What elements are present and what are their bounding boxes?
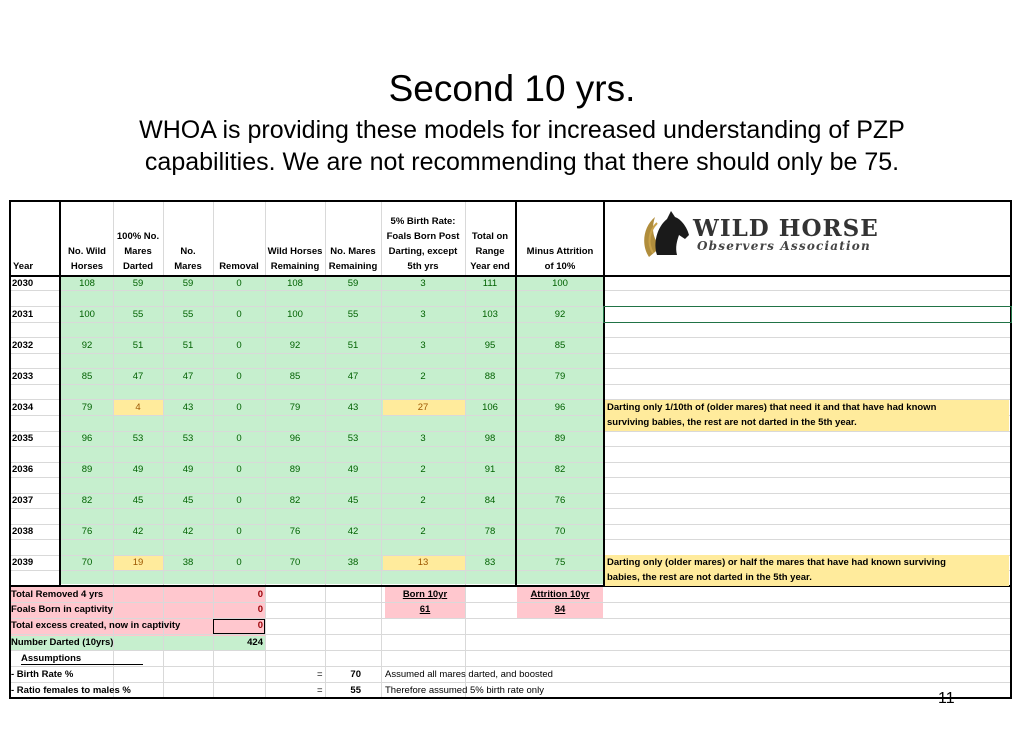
birth-rate-value: 70: [350, 669, 361, 680]
cell-wild-horses: 89: [81, 464, 93, 475]
summary-excess-value: 0: [257, 620, 263, 631]
cell-wild-horses: 100: [79, 309, 95, 320]
cell-mares-darted: 42: [132, 526, 144, 537]
cell-total-on-range: 111: [482, 278, 498, 289]
cell-wild-horses-remaining: 89: [289, 464, 301, 475]
note-2039-line2: babies, the rest are not darted in the 5th year.: [607, 572, 812, 583]
cell-mares: 51: [182, 340, 194, 351]
cell-mares-remaining: 55: [347, 309, 359, 320]
cell-wild-horses-remaining: 100: [287, 309, 303, 320]
header-year: Year: [13, 261, 34, 272]
cell-wild-horses-remaining: 85: [289, 371, 301, 382]
assumptions-heading: Assumptions: [21, 653, 143, 665]
summary-attrition-value: 84: [554, 604, 566, 615]
cell-mares-remaining: 45: [347, 495, 359, 506]
subtitle-line-2: capabilities. We are not recommending that there should only be 75.: [144, 148, 900, 176]
cell-foals-born: 2: [420, 464, 426, 475]
cell-year: 2032: [12, 340, 34, 351]
cell-year: 2035: [12, 433, 34, 444]
cell-mares-remaining: 47: [347, 371, 359, 382]
ratio-value: 55: [350, 685, 361, 696]
cell-removal: 0: [236, 371, 242, 382]
cell-wild-horses-remaining: 76: [289, 526, 301, 537]
summary-born-value: 61: [419, 604, 431, 615]
header-total-on-range: Total on Range Year end: [470, 231, 510, 272]
note-2039: [605, 555, 1009, 586]
cell-year: 2031: [12, 309, 34, 320]
cell-wild-horses: 79: [81, 402, 93, 413]
border-header: [9, 275, 1012, 277]
logo-name-small: Observers Association: [697, 239, 871, 253]
summary-darted-value: 424: [247, 637, 263, 648]
header-removal: Removal: [219, 261, 259, 272]
cell-mares-darted: 45: [132, 495, 144, 506]
note-2039-line1: Darting only (older mares) or half the mares that have had known surviving: [607, 557, 946, 568]
cell-minus-attrition: 76: [554, 495, 566, 506]
header-mares: No. Mares: [174, 246, 202, 272]
birth-rate-equals: =: [317, 669, 323, 680]
cell-mares: 43: [182, 402, 194, 413]
border-right: [1010, 200, 1012, 699]
header-minus-attrition: Minus Attrition of 10%: [526, 246, 594, 272]
cell-total-on-range: 91: [484, 464, 496, 475]
summary-excess-label: Total excess created, now in captivity: [11, 620, 181, 631]
cell-wild-horses-remaining: 82: [289, 495, 301, 506]
cell-year: 2039: [12, 557, 34, 568]
slide-subtitle: [60, 114, 984, 178]
cell-total-on-range: 78: [484, 526, 496, 537]
subtitle-line-1: WHOA is providing these models for increased understanding of PZP: [139, 116, 905, 144]
cell-mares: 53: [182, 433, 194, 444]
cell-mares-remaining: 51: [347, 340, 359, 351]
cell-minus-attrition: 92: [554, 309, 566, 320]
cell-mares-remaining: 42: [347, 526, 359, 537]
cell-wild-horses-remaining: 70: [289, 557, 301, 568]
cell-removal: 0: [236, 402, 242, 413]
cell-wild-horses: 85: [81, 371, 93, 382]
logo-name-big: WILD HORSE: [693, 215, 879, 242]
cell-year: 2034: [12, 402, 34, 413]
cell-wild-horses-remaining: 96: [289, 433, 301, 444]
summary-darted-label: Number Darted (10yrs): [11, 637, 114, 648]
cell-foals-born: 3: [420, 278, 426, 289]
cell-wild-horses-remaining: 92: [289, 340, 301, 351]
cell-removal: 0: [236, 309, 242, 320]
cell-mares: 55: [182, 309, 194, 320]
summary-attrition-label: Attrition 10yr: [530, 589, 590, 600]
cell-total-on-range: 98: [484, 433, 496, 444]
cell-removal: 0: [236, 433, 242, 444]
horse-head-icon: [635, 205, 693, 263]
slide-number: 11: [938, 690, 955, 707]
cell-minus-attrition: 75: [554, 557, 566, 568]
summary-total-removed-label: Total Removed 4 yrs: [11, 589, 104, 600]
cell-foals-born: 2: [420, 371, 426, 382]
spreadsheet: [9, 200, 1012, 700]
birth-rate-note: Assumed all mares darted, and boosted: [385, 669, 553, 680]
cell-mares-remaining: 53: [347, 433, 359, 444]
cell-wild-horses: 70: [81, 557, 93, 568]
cell-mares: 42: [182, 526, 194, 537]
header-foals-born: 5% Birth Rate: Foals Born Post Darting, except 5th yrs: [386, 216, 460, 272]
cell-foals-born: 2: [420, 495, 426, 506]
cell-mares-darted: 19: [132, 557, 144, 568]
summary-born-label: Born 10yr: [402, 589, 448, 600]
cell-minus-attrition: 85: [554, 340, 566, 351]
cell-wild-horses-remaining: 108: [287, 278, 303, 289]
cell-year: 2036: [12, 464, 34, 475]
cell-total-on-range: 88: [484, 371, 496, 382]
cell-minus-attrition: 89: [554, 433, 566, 444]
cell-mares-darted: 47: [132, 371, 144, 382]
cell-total-on-range: 106: [482, 402, 498, 413]
cell-minus-attrition: 70: [554, 526, 566, 537]
cell-total-on-range: 103: [482, 309, 498, 320]
cell-year: 2037: [12, 495, 34, 506]
whoa-logo: [635, 205, 885, 263]
summary-foals-captivity-label: Foals Born in captivity: [11, 604, 113, 615]
border-attrition: [603, 200, 605, 587]
cell-mares: 49: [182, 464, 194, 475]
header-mares-darted: 100% No. Mares Darted: [116, 231, 160, 272]
cell-mares-darted: 49: [132, 464, 144, 475]
selected-cell[interactable]: [603, 306, 1012, 323]
header-mares-remaining: No. Mares Remaining: [328, 246, 378, 272]
ratio-note: Therefore assumed 5% birth rate only: [385, 685, 544, 696]
summary-foals-captivity-value: 0: [257, 604, 263, 615]
cell-minus-attrition: 96: [554, 402, 566, 413]
cell-year: 2033: [12, 371, 34, 382]
cell-total-on-range: 84: [484, 495, 496, 506]
cell-mares-darted: 51: [132, 340, 144, 351]
cell-foals-born: 27: [417, 402, 429, 413]
summary-total-removed-value: 0: [257, 589, 263, 600]
cell-mares-darted: 4: [135, 402, 141, 413]
cell-foals-born: 2: [420, 526, 426, 537]
cell-year: 2030: [12, 278, 34, 289]
cell-foals-born: 3: [420, 433, 426, 444]
header-wild-horses-remaining: Wild Horses Remaining: [267, 246, 323, 272]
note-2034-line1: Darting only 1/10th of (older mares) that need it and that have had known: [607, 402, 937, 413]
cell-wild-horses: 92: [81, 340, 93, 351]
ratio-label: - Ratio females to males %: [11, 685, 131, 696]
cell-mares-darted: 53: [132, 433, 144, 444]
cell-removal: 0: [236, 526, 242, 537]
cell-removal: 0: [236, 557, 242, 568]
slide-title: Second 10 yrs.: [388, 68, 636, 109]
cell-mares-remaining: 43: [347, 402, 359, 413]
cell-minus-attrition: 100: [552, 278, 568, 289]
cell-mares-remaining: 38: [347, 557, 359, 568]
cell-removal: 0: [236, 464, 242, 475]
cell-minus-attrition: 82: [554, 464, 566, 475]
ratio-equals: =: [317, 685, 323, 696]
cell-year: 2038: [12, 526, 34, 537]
cell-mares-remaining: 49: [347, 464, 359, 475]
cell-total-on-range: 95: [484, 340, 496, 351]
cell-removal: 0: [236, 340, 242, 351]
cell-mares-darted: 59: [132, 278, 144, 289]
cell-wild-horses: 76: [81, 526, 93, 537]
cell-mares-remaining: 59: [347, 278, 359, 289]
cell-removal: 0: [236, 495, 242, 506]
cell-minus-attrition: 79: [554, 371, 566, 382]
note-2034: [605, 400, 1009, 431]
cell-mares: 47: [182, 371, 194, 382]
cell-wild-horses: 82: [81, 495, 93, 506]
cell-wild-horses: 108: [79, 278, 95, 289]
cell-mares: 59: [182, 278, 194, 289]
cell-wild-horses-remaining: 79: [289, 402, 301, 413]
cell-mares-darted: 55: [132, 309, 144, 320]
cell-wild-horses: 96: [81, 433, 93, 444]
cell-foals-born: 3: [420, 340, 426, 351]
border-bottom: [9, 697, 1012, 699]
header-wild-horses: No. Wild Horses: [68, 246, 106, 272]
cell-foals-born: 13: [417, 557, 429, 568]
cell-mares: 38: [182, 557, 194, 568]
cell-foals-born: 3: [420, 309, 426, 320]
cell-mares: 45: [182, 495, 194, 506]
note-2034-line2: surviving babies, the rest are not darted in the 5th year.: [607, 417, 857, 428]
cell-removal: 0: [236, 278, 242, 289]
birth-rate-label: - Birth Rate %: [11, 669, 74, 680]
cell-total-on-range: 83: [484, 557, 496, 568]
